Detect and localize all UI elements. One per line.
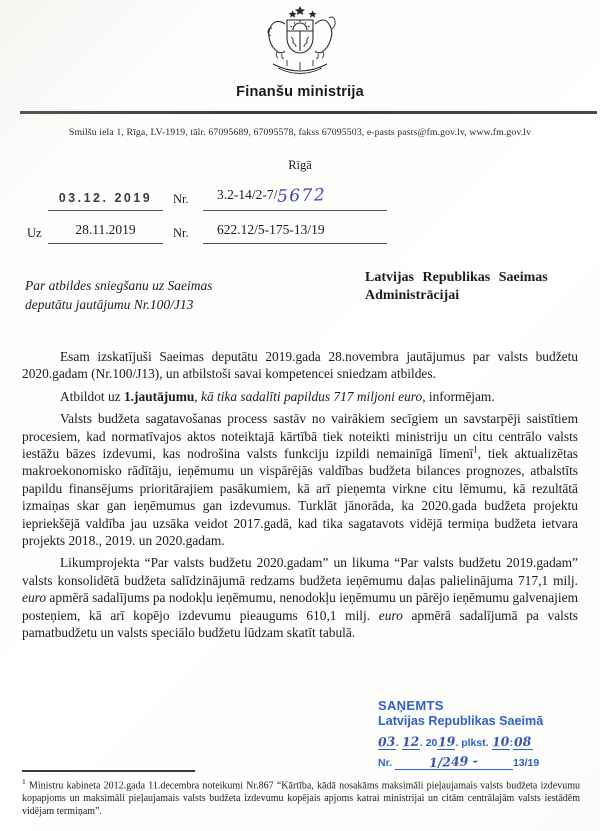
footnote-number: 1	[22, 777, 26, 786]
outgoing-date-field	[48, 189, 163, 211]
stamp-dot-1: .	[396, 737, 399, 749]
stamp-month-handwritten: 12	[401, 733, 420, 750]
incoming-date: 28.11.2019	[75, 222, 136, 237]
stamp-number-row	[378, 754, 588, 770]
recipient-line-2: Administrācijai	[365, 288, 460, 303]
incoming-number: 622.12/5-175-13/19	[217, 222, 325, 237]
recipient-block	[365, 269, 583, 305]
paragraph-2	[22, 388, 578, 405]
incoming-number-field	[203, 222, 387, 244]
outgoing-date-stamp: 03.12. 2019	[58, 191, 153, 205]
ministry-name: Finanšu ministrija	[236, 84, 364, 100]
stamp-day-handwritten: 03	[377, 733, 397, 750]
paragraph-4-euro-2: euro	[378, 607, 403, 623]
stamp-dot-2: .	[419, 737, 426, 749]
paragraph-4-euro-1: euro	[22, 590, 47, 606]
footnote-divider	[22, 770, 195, 772]
latvia-coat-of-arms-icon	[247, 4, 353, 80]
nr-label-outgoing: Nr.	[173, 192, 189, 206]
paragraph-1	[22, 348, 578, 383]
header-divider	[20, 111, 597, 114]
stamp-nr-label: Nr.	[378, 757, 393, 769]
place-name: Rīgā	[288, 158, 312, 172]
stamp-title: SAŅEMTS	[378, 698, 444, 713]
paragraph-2-prefix: Atbildot uz	[60, 388, 124, 404]
stamp-century: 20	[425, 737, 438, 749]
footnote-text: Ministru kabineta 2012.gada 11.decembra noteikumi Nr.867 “Kārtība, kādā nosakāms maksimāli pieļaujamais valsts budžeta izdevumu kopapjoms un maksimāli pieļaujamais valsts budžeta izdevumu kopējais apjoms katrai ministrijai un citām centrālajām valsts iestādēm vidējam termiņam”.	[22, 780, 580, 817]
outgoing-number-prefix: 3.2-14/2-7/	[217, 187, 278, 202]
paragraph-3-part2: , tiek aktualizētas makroekonomisko rādītāju, ieņēmumu un vispārējās valdības budžeta bilances prognozes, atbalstīts papildu finansējums prioritārajiem pasākumiem, kā arī pieņemta virkne citu lēmumu, kā rezultātā izmaiņas skar gan ieņēmumus gan izdevumus. Turklāt jānorāda, ka 2020.gada budžeta projektu iepriekšējā valdība jau uzsāka veidot 2017.gadā, kad tika sagatavots vidējā termiņa budžeta ietvara projekts 2018., 2019. un 2020.gadam.	[22, 446, 578, 549]
footnote	[22, 776, 580, 819]
letter-body	[22, 348, 578, 647]
subject-line-2: deputātu jautājumu Nr.100/J13	[25, 297, 194, 312]
ministry-address-line: Smilšu iela 1, Rīga, LV-1919, tālr. 67095689, 67095578, fakss 67095503, e-pasts pasts@fm.gov.lv, www.fm.gov.lv	[68, 127, 532, 138]
stamp-minute-handwritten: 08	[513, 733, 533, 750]
recipient-line-1: Latvijas Republikas Saeimas	[365, 270, 548, 285]
stamp-number-suffix: 13/19	[512, 757, 540, 769]
stars-icon	[289, 6, 317, 18]
paragraph-4-part2: apmērā sadalījums pa nodokļu ieņēmumu, nenodokļu ieņēmumu un pārējo ieņēmumu galvenajiem posteņiem, kā arī kopējo izdevumu pieaugums 610,1 milj.	[22, 590, 578, 623]
footnote-reference-mark: 1	[473, 444, 478, 455]
paragraph-2-separator: ,	[194, 388, 201, 404]
stamp-subtitle: Latvijas Republikas Saeimā	[378, 714, 544, 728]
incoming-date-field	[48, 222, 163, 244]
paragraph-2-question-quote: kā tika sadalīti papildus 717 miljoni euro	[201, 388, 423, 404]
paragraph-1-text: Esam izskatījuši Saeimas deputātu 2019.gada 28.novembra jautājumus par valsts budžetu 2020.gadam (Nr.100/J13), un atbilstoši savai kompetencei sniedzam atbildes.	[22, 349, 578, 382]
paragraph-4-part1: Likumprojekta “Par valsts budžetu 2020.gadam” un likuma “Par valsts budžetu 2019.gadam” valsts konsolidētā budžeta salīdzinājumā redzams budžeta ieņēmumu daļas palielinājuma 717,1 milj.	[22, 555, 578, 588]
stamp-year-handwritten: 19	[437, 733, 456, 750]
stamp-time-separator: :	[509, 737, 514, 749]
outgoing-number-field	[203, 186, 387, 211]
stamp-date-time-row	[378, 734, 588, 750]
stamp-time-label: plkst.	[461, 737, 489, 749]
paragraph-3-part1: Valsts budžeta sagatavošanas process sastāv no vairākiem secīgiem un savstarpēji saistītiem procesiem, kad normatīvajos aktos noteiktajā kārtībā tiek noteikti ministriju un citu centrālo valsts iestāžu bāzes izdevumi, kas nodrošina valsts funkciju izpildi nemainīgā līmenī	[22, 411, 578, 462]
paragraph-2-suffix: , informējam.	[422, 388, 495, 404]
stamp-number-handwritten: 1/249 -	[429, 752, 479, 771]
subject-line-1: Par atbildes sniegšanu uz Saeimas	[25, 278, 213, 293]
stamp-dot-3: .	[455, 737, 459, 749]
paragraph-3	[22, 410, 578, 549]
paragraph-2-question-ref: 1.jautājumu	[123, 388, 195, 404]
stamp-hour-handwritten: 10	[491, 733, 510, 750]
received-stamp	[378, 698, 588, 770]
paragraph-4	[22, 554, 578, 641]
nr-label-incoming: Nr.	[173, 226, 189, 240]
subject-block	[25, 276, 335, 314]
outgoing-number-handwritten: 5672	[277, 185, 327, 207]
uz-label: Uz	[27, 226, 42, 240]
paragraph-4-part3: apmērā sadalījumā pa valsts pamatbudžetu un valsts speciālo budžetu lūdzam skatīt tabulā.	[22, 607, 578, 641]
